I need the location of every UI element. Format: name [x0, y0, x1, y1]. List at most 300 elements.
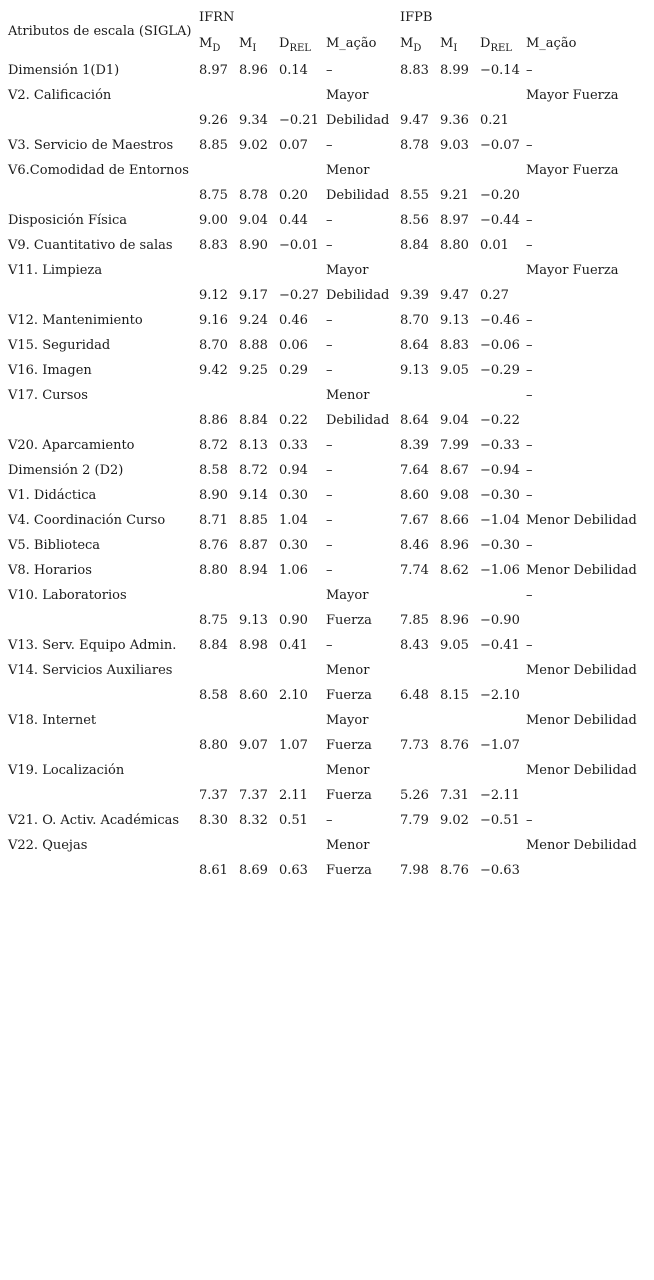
cell-mi-ifrn: 8.78 [239, 188, 268, 203]
cell-mi-ifrn: 9.04 [239, 213, 268, 228]
header-row-groups [6, 5, 644, 30]
header-mi-ifrn: $M_I$ [239, 36, 257, 54]
table-row [6, 483, 644, 508]
table-row [6, 558, 644, 583]
cell-mi-ifrn: 9.13 [239, 613, 268, 628]
cell-mi-ifrn: 9.25 [239, 363, 268, 378]
cell-drel-ifrn [277, 583, 324, 608]
table-row [6, 183, 644, 208]
cell-mi-ifpb: 8.76 [440, 738, 469, 753]
cell-maction-ifrn: – [326, 438, 333, 453]
cell-md-ifpb [398, 583, 438, 608]
cell-mi-ifrn: 8.88 [239, 338, 268, 353]
table-row [6, 583, 644, 608]
cell-maction-ifpb: – [526, 813, 533, 828]
cell-md-ifpb: 5.26 [400, 788, 429, 803]
cell-drel-ifrn [277, 658, 324, 683]
cell-drel-ifrn: 0.51 [279, 813, 308, 828]
cell-mi-ifpb: 9.21 [440, 188, 469, 203]
cell-drel-ifrn: 0.22 [279, 413, 308, 428]
cell-maction-ifpb [524, 783, 644, 808]
cell-maction-ifrn: Menor [326, 838, 370, 853]
cell-attribute: V21. O. Activ. Académicas [8, 813, 180, 828]
cell-maction-ifpb: Menor Debilidad [526, 763, 637, 778]
cell-maction-ifpb: Mayor Fuerza [526, 88, 619, 103]
cell-maction-ifpb [524, 108, 644, 133]
cell-maction-ifrn: Mayor [326, 713, 369, 728]
cell-maction-ifrn: Debilidad [326, 288, 390, 303]
cell-drel-ifpb [478, 83, 524, 108]
table-row [6, 708, 644, 733]
cell-drel-ifrn: 0.33 [279, 438, 308, 453]
cell-maction-ifrn: – [326, 63, 333, 78]
cell-maction-ifrn: – [326, 813, 333, 828]
cell-md-ifrn: 9.42 [199, 363, 228, 378]
cell-md-ifrn [197, 833, 237, 858]
cell-mi-ifpb: 8.15 [440, 688, 469, 703]
cell-mi-ifpb: 8.96 [440, 613, 469, 628]
cell-maction-ifpb: – [526, 313, 533, 328]
cell-md-ifpb: 9.47 [400, 113, 429, 128]
cell-mi-ifrn: 8.60 [239, 688, 268, 703]
cell-attribute: V19. Localización [8, 763, 125, 778]
cell-mi-ifrn: 8.32 [239, 813, 268, 828]
cell-maction-ifrn: – [326, 638, 333, 653]
cell-md-ifrn: 8.90 [199, 488, 228, 503]
cell-drel-ifpb: −0.14 [480, 63, 520, 78]
cell-drel-ifpb: −1.04 [480, 513, 520, 528]
cell-maction-ifrn: Fuerza [326, 613, 372, 628]
cell-mi-ifpb [438, 583, 478, 608]
cell-mi-ifrn [237, 708, 277, 733]
cell-md-ifpb: 6.48 [400, 688, 429, 703]
table-row [6, 408, 644, 433]
cell-mi-ifrn: 8.87 [239, 538, 268, 553]
cell-maction-ifrn: Menor [326, 663, 370, 678]
cell-md-ifrn: 7.37 [199, 788, 228, 803]
table-row [6, 533, 644, 558]
cell-drel-ifpb: 0.01 [480, 238, 509, 253]
cell-drel-ifrn: 0.20 [279, 188, 308, 203]
cell-md-ifpb: 8.84 [400, 238, 429, 253]
cell-md-ifrn [197, 158, 237, 183]
cell-drel-ifrn [277, 258, 324, 283]
cell-md-ifpb: 7.74 [400, 563, 429, 578]
cell-mi-ifrn [237, 658, 277, 683]
cell-maction-ifrn: – [326, 363, 333, 378]
cell-md-ifpb: 9.39 [400, 288, 429, 303]
table-row [6, 233, 644, 258]
cell-maction-ifrn: Menor [326, 163, 370, 178]
cell-maction-ifrn: Menor [326, 763, 370, 778]
cell-drel-ifrn [277, 708, 324, 733]
cell-drel-ifpb: −0.44 [480, 213, 520, 228]
cell-maction-ifpb: – [526, 213, 533, 228]
cell-md-ifpb: 8.64 [400, 413, 429, 428]
cell-mi-ifpb [438, 833, 478, 858]
cell-mi-ifpb: 9.36 [440, 113, 469, 128]
cell-mi-ifpb: 9.13 [440, 313, 469, 328]
cell-md-ifrn: 9.16 [199, 313, 228, 328]
cell-maction-ifrn: – [326, 213, 333, 228]
table-row [6, 83, 644, 108]
cell-md-ifpb: 8.43 [400, 638, 429, 653]
table-row [6, 783, 644, 808]
cell-maction-ifrn: Fuerza [326, 688, 372, 703]
cell-attribute: Disposición Física [8, 213, 128, 228]
cell-drel-ifpb: −0.41 [480, 638, 520, 653]
cell-mi-ifpb: 8.76 [440, 863, 469, 878]
cell-attribute: Dimensión 2 (D2) [8, 463, 124, 478]
cell-maction-ifrn: Fuerza [326, 788, 372, 803]
cell-mi-ifrn: 9.14 [239, 488, 268, 503]
header-mi-ifpb: $M_I$ [440, 36, 458, 54]
cell-mi-ifrn: 8.94 [239, 563, 268, 578]
cell-mi-ifpb: 9.47 [440, 288, 469, 303]
cell-attribute: V5. Biblioteca [8, 538, 101, 553]
cell-maction-ifpb: – [526, 388, 533, 403]
cell-attribute: V16. Imagen [8, 363, 92, 378]
cell-md-ifpb: 8.56 [400, 213, 429, 228]
cell-md-ifrn [197, 758, 237, 783]
cell-mi-ifrn [237, 83, 277, 108]
cell-drel-ifpb: −0.20 [480, 188, 520, 203]
cell-md-ifrn: 8.58 [199, 688, 228, 703]
cell-maction-ifrn: Mayor [326, 588, 369, 603]
cell-mi-ifpb: 9.03 [440, 138, 469, 153]
cell-attribute: V11. Limpieza [8, 263, 103, 278]
cell-maction-ifrn: – [326, 338, 333, 353]
table-row [6, 158, 644, 183]
cell-md-ifrn [197, 258, 237, 283]
cell-mi-ifrn: 9.02 [239, 138, 268, 153]
cell-md-ifrn [197, 658, 237, 683]
cell-maction-ifpb: Menor Debilidad [526, 713, 637, 728]
cell-maction-ifpb: – [526, 363, 533, 378]
cell-md-ifpb [398, 258, 438, 283]
cell-maction-ifrn: – [326, 513, 333, 528]
cell-attribute: V10. Laboratorios [8, 588, 127, 603]
cell-drel-ifrn: −0.27 [279, 288, 319, 303]
cell-maction-ifpb: – [526, 438, 533, 453]
cell-attribute: Dimensión 1(D1) [8, 63, 120, 78]
cell-drel-ifrn: 2.11 [279, 788, 308, 803]
cell-maction-ifpb: Mayor Fuerza [526, 263, 619, 278]
cell-md-ifpb [398, 158, 438, 183]
cell-md-ifrn: 8.97 [199, 63, 228, 78]
cell-mi-ifpb [438, 158, 478, 183]
cell-maction-ifpb: – [526, 138, 533, 153]
table-row [6, 458, 644, 483]
cell-md-ifrn: 8.86 [199, 413, 228, 428]
cell-md-ifpb: 8.64 [400, 338, 429, 353]
cell-maction-ifpb [524, 408, 644, 433]
cell-drel-ifrn [277, 383, 324, 408]
header-group-ifpb: IFPB [400, 10, 433, 25]
cell-attribute [6, 183, 197, 208]
cell-attribute: V6.Comodidad de Entornos [8, 163, 189, 178]
cell-drel-ifrn [277, 833, 324, 858]
cell-attribute [6, 283, 197, 308]
cell-maction-ifrn: Debilidad [326, 413, 390, 428]
header-group-ifrn: IFRN [199, 10, 235, 25]
cell-md-ifpb [398, 708, 438, 733]
cell-mi-ifrn [237, 383, 277, 408]
cell-mi-ifpb: 8.83 [440, 338, 469, 353]
cell-mi-ifrn: 8.96 [239, 63, 268, 78]
cell-md-ifrn: 8.75 [199, 613, 228, 628]
cell-attribute [6, 683, 197, 708]
table-row [6, 108, 644, 133]
cell-attribute [6, 858, 197, 883]
cell-drel-ifpb: −2.10 [480, 688, 520, 703]
cell-attribute [6, 408, 197, 433]
table-row [6, 808, 644, 833]
cell-drel-ifpb: −0.33 [480, 438, 520, 453]
cell-mi-ifrn: 8.84 [239, 413, 268, 428]
cell-maction-ifrn: – [326, 488, 333, 503]
cell-maction-ifpb: Mayor Fuerza [526, 163, 619, 178]
header-md-ifpb: $M_D$ [400, 36, 422, 54]
cell-mi-ifpb: 9.02 [440, 813, 469, 828]
cell-maction-ifrn: Mayor [326, 88, 369, 103]
cell-md-ifpb: 7.67 [400, 513, 429, 528]
cell-mi-ifrn [237, 583, 277, 608]
cell-attribute: V12. Mantenimiento [8, 313, 143, 328]
cell-drel-ifrn: 0.41 [279, 638, 308, 653]
cell-md-ifpb: 8.60 [400, 488, 429, 503]
cell-drel-ifrn: 0.94 [279, 463, 308, 478]
cell-md-ifpb [398, 758, 438, 783]
cell-drel-ifpb: −0.06 [480, 338, 520, 353]
table-row [6, 133, 644, 158]
cell-mi-ifpb [438, 83, 478, 108]
cell-maction-ifrn: Debilidad [326, 188, 390, 203]
cell-md-ifpb: 8.78 [400, 138, 429, 153]
table-row [6, 858, 644, 883]
table-row [6, 683, 644, 708]
cell-mi-ifrn: 9.34 [239, 113, 268, 128]
cell-drel-ifpb: −1.07 [480, 738, 520, 753]
cell-maction-ifpb: – [526, 538, 533, 553]
cell-drel-ifpb: −0.46 [480, 313, 520, 328]
cell-maction-ifrn: Mayor [326, 263, 369, 278]
cell-md-ifrn: 9.00 [199, 213, 228, 228]
table-body [6, 58, 644, 883]
cell-mi-ifpb: 9.04 [440, 413, 469, 428]
cell-drel-ifrn: 0.07 [279, 138, 308, 153]
cell-drel-ifrn: 0.30 [279, 538, 308, 553]
cell-mi-ifpb [438, 658, 478, 683]
cell-drel-ifpb: −0.51 [480, 813, 520, 828]
cell-attribute: V4. Coordinación Curso [8, 513, 166, 528]
cell-mi-ifpb [438, 758, 478, 783]
table-row [6, 383, 644, 408]
cell-maction-ifrn: – [326, 563, 333, 578]
table-row [6, 58, 644, 83]
cell-md-ifpb [398, 83, 438, 108]
cell-md-ifpb [398, 833, 438, 858]
cell-attribute: V17. Cursos [8, 388, 88, 403]
cell-drel-ifrn: 0.46 [279, 313, 308, 328]
cell-md-ifpb: 9.13 [400, 363, 429, 378]
cell-drel-ifpb [478, 833, 524, 858]
cell-drel-ifpb [478, 383, 524, 408]
cell-maction-ifrn: Fuerza [326, 738, 372, 753]
cell-maction-ifpb: Menor Debilidad [526, 663, 637, 678]
data-table [6, 5, 644, 883]
cell-maction-ifpb [524, 608, 644, 633]
cell-attribute [6, 608, 197, 633]
cell-attribute [6, 783, 197, 808]
cell-drel-ifpb: −0.07 [480, 138, 520, 153]
table-row [6, 358, 644, 383]
cell-maction-ifrn: – [326, 538, 333, 553]
cell-drel-ifrn: 0.29 [279, 363, 308, 378]
cell-md-ifpb: 7.79 [400, 813, 429, 828]
cell-drel-ifrn [277, 83, 324, 108]
cell-drel-ifrn: 1.06 [279, 563, 308, 578]
cell-mi-ifrn: 9.24 [239, 313, 268, 328]
cell-drel-ifpb: 0.27 [480, 288, 509, 303]
cell-drel-ifpb: 0.21 [480, 113, 509, 128]
cell-md-ifrn [197, 708, 237, 733]
cell-maction-ifrn: – [326, 138, 333, 153]
cell-maction-ifrn: – [326, 238, 333, 253]
cell-maction-ifpb: – [526, 63, 533, 78]
cell-mi-ifpb [438, 258, 478, 283]
cell-drel-ifrn: 0.06 [279, 338, 308, 353]
table-row [6, 208, 644, 233]
cell-drel-ifrn: 0.14 [279, 63, 308, 78]
cell-drel-ifrn: 1.04 [279, 513, 308, 528]
cell-attribute: V1. Didáctica [8, 488, 97, 503]
cell-drel-ifpb: −0.30 [480, 488, 520, 503]
cell-md-ifpb: 8.70 [400, 313, 429, 328]
cell-drel-ifpb: −0.22 [480, 413, 520, 428]
cell-drel-ifpb: −1.06 [480, 563, 520, 578]
cell-md-ifrn: 8.85 [199, 138, 228, 153]
cell-mi-ifrn: 9.07 [239, 738, 268, 753]
table-row [6, 733, 644, 758]
cell-drel-ifpb [478, 258, 524, 283]
cell-mi-ifpb: 7.31 [440, 788, 469, 803]
cell-maction-ifpb: Menor Debilidad [526, 563, 637, 578]
cell-maction-ifrn: Debilidad [326, 113, 390, 128]
cell-mi-ifpb: 9.05 [440, 638, 469, 653]
cell-attribute: V22. Quejas [8, 838, 88, 853]
cell-md-ifpb [398, 383, 438, 408]
cell-md-ifrn: 8.83 [199, 238, 228, 253]
cell-md-ifpb: 7.73 [400, 738, 429, 753]
header-drel-ifrn: $D_{REL}$ [279, 36, 311, 54]
cell-mi-ifpb: 8.96 [440, 538, 469, 553]
table-row [6, 608, 644, 633]
cell-mi-ifrn: 8.72 [239, 463, 268, 478]
cell-maction-ifpb: Menor Debilidad [526, 838, 637, 853]
cell-mi-ifrn: 8.85 [239, 513, 268, 528]
cell-drel-ifrn: 0.90 [279, 613, 308, 628]
cell-md-ifrn [197, 83, 237, 108]
header-drel-ifpb: $D_{REL}$ [480, 36, 512, 54]
cell-md-ifrn: 8.80 [199, 738, 228, 753]
table-row [6, 433, 644, 458]
cell-maction-ifrn: – [326, 313, 333, 328]
cell-md-ifrn: 8.76 [199, 538, 228, 553]
cell-attribute: V20. Aparcamiento [8, 438, 135, 453]
cell-maction-ifpb: – [526, 238, 533, 253]
header-attributes: Atributos de escala (SIGLA) [8, 24, 192, 39]
table-row [6, 508, 644, 533]
cell-drel-ifrn [277, 158, 324, 183]
cell-maction-ifpb [524, 283, 644, 308]
cell-mi-ifrn [237, 758, 277, 783]
cell-drel-ifpb: −0.90 [480, 613, 520, 628]
cell-md-ifpb: 8.46 [400, 538, 429, 553]
cell-maction-ifrn: Fuerza [326, 863, 372, 878]
cell-md-ifrn [197, 583, 237, 608]
cell-drel-ifrn: 1.07 [279, 738, 308, 753]
cell-drel-ifpb: −0.30 [480, 538, 520, 553]
table-row [6, 283, 644, 308]
cell-drel-ifpb: −2.11 [480, 788, 520, 803]
cell-md-ifpb: 7.85 [400, 613, 429, 628]
cell-maction-ifpb [524, 733, 644, 758]
header-maction-ifpb: M_ação [526, 36, 577, 51]
cell-maction-ifrn: – [326, 463, 333, 478]
cell-md-ifrn: 8.71 [199, 513, 228, 528]
cell-md-ifrn: 8.70 [199, 338, 228, 353]
cell-md-ifrn: 8.72 [199, 438, 228, 453]
cell-attribute: V15. Seguridad [8, 338, 111, 353]
header-md-ifrn: $M_D$ [199, 36, 221, 54]
cell-drel-ifpb [478, 758, 524, 783]
cell-mi-ifrn [237, 158, 277, 183]
cell-md-ifpb: 8.55 [400, 188, 429, 203]
cell-md-ifrn: 9.12 [199, 288, 228, 303]
cell-mi-ifpb [438, 383, 478, 408]
cell-mi-ifpb: 9.05 [440, 363, 469, 378]
cell-md-ifpb: 7.64 [400, 463, 429, 478]
cell-md-ifrn: 8.75 [199, 188, 228, 203]
cell-attribute: V8. Horarios [8, 563, 92, 578]
cell-mi-ifpb: 8.80 [440, 238, 469, 253]
cell-mi-ifrn: 8.69 [239, 863, 268, 878]
cell-mi-ifpb: 9.08 [440, 488, 469, 503]
cell-maction-ifpb: – [526, 338, 533, 353]
cell-md-ifpb: 8.83 [400, 63, 429, 78]
cell-attribute: V3. Servicio de Maestros [8, 138, 174, 153]
cell-mi-ifrn: 8.98 [239, 638, 268, 653]
cell-drel-ifrn: 0.63 [279, 863, 308, 878]
table-row [6, 833, 644, 858]
cell-maction-ifpb: – [526, 463, 533, 478]
cell-drel-ifpb [478, 583, 524, 608]
cell-drel-ifrn: −0.21 [279, 113, 319, 128]
cell-mi-ifrn: 7.37 [239, 788, 268, 803]
cell-mi-ifpb: 8.97 [440, 213, 469, 228]
cell-drel-ifrn: −0.01 [279, 238, 319, 253]
cell-maction-ifpb: Menor Debilidad [526, 513, 637, 528]
cell-maction-ifpb: – [526, 588, 533, 603]
cell-mi-ifpb: 8.67 [440, 463, 469, 478]
cell-mi-ifpb: 8.99 [440, 63, 469, 78]
cell-attribute: V13. Serv. Equipo Admin. [8, 638, 177, 653]
table-row [6, 658, 644, 683]
cell-md-ifrn: 8.58 [199, 463, 228, 478]
cell-md-ifrn [197, 383, 237, 408]
cell-mi-ifpb [438, 708, 478, 733]
